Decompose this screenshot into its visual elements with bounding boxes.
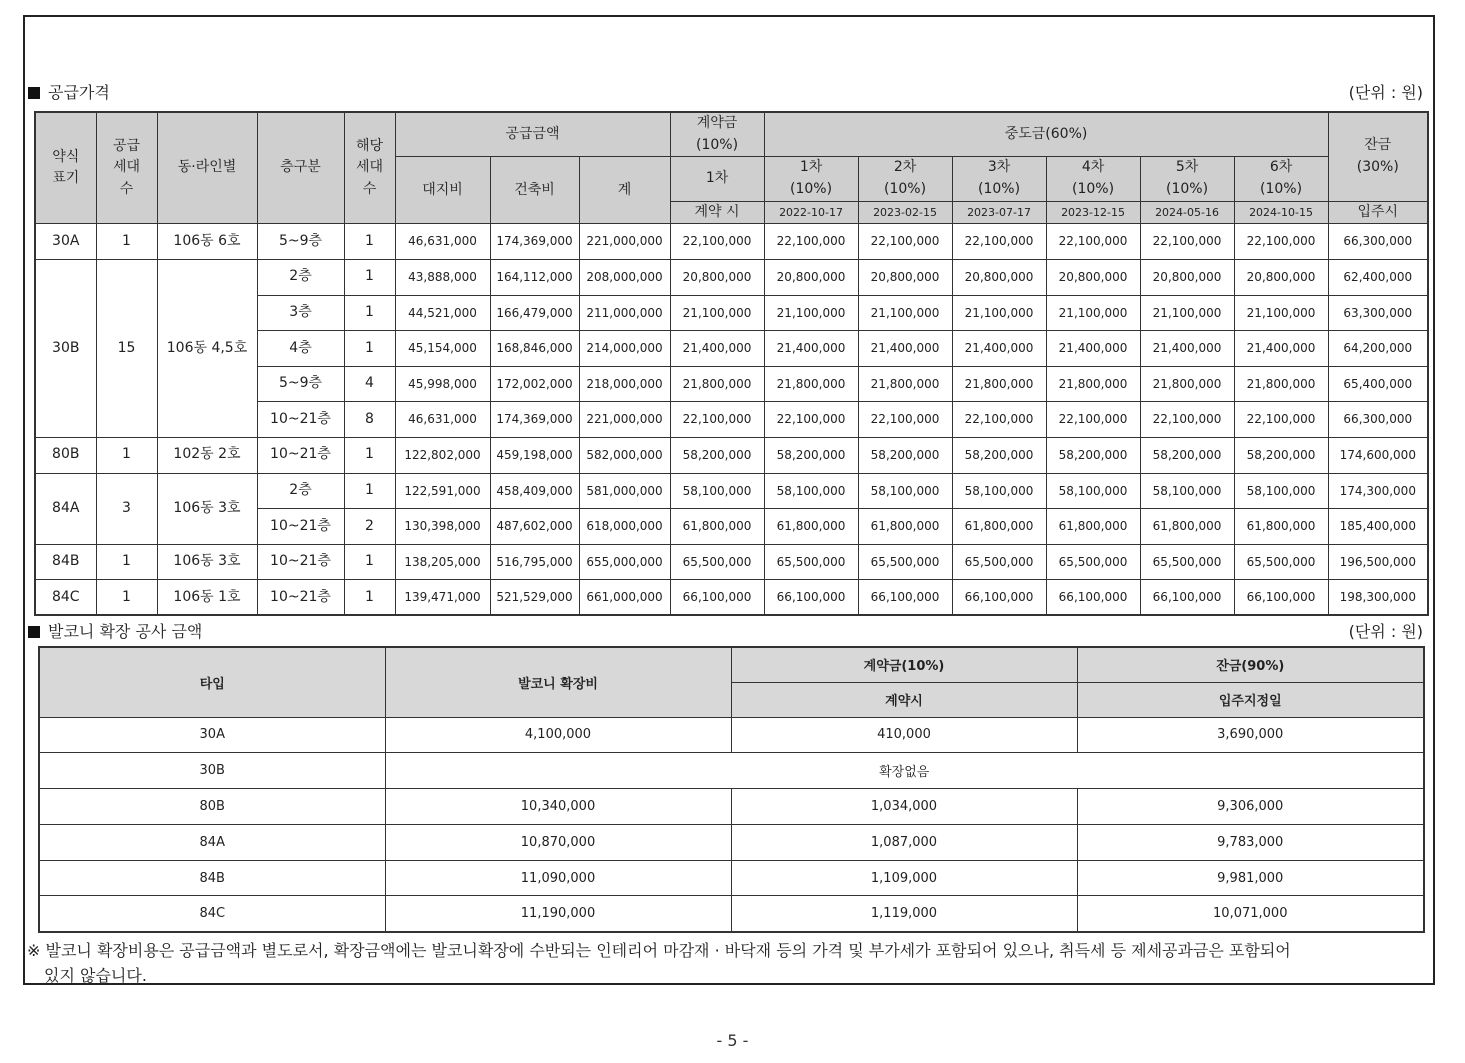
row-floor: 10~21층	[257, 509, 344, 545]
balcony-header-type: 타입	[39, 647, 385, 717]
balcony-header-balance: 잔금(90%)	[1077, 647, 1424, 682]
row-type: 30B	[35, 260, 96, 438]
header-type-abbr: 약식 표기	[35, 112, 96, 224]
table-row	[39, 789, 1424, 825]
balcony-row-balance: 9,981,000	[1077, 860, 1424, 896]
row-land: 139,471,000	[395, 580, 490, 616]
row-count: 2	[344, 509, 395, 545]
row-floor: 2층	[257, 260, 344, 296]
row-count: 4	[344, 366, 395, 402]
row-land: 45,998,000	[395, 366, 490, 402]
balcony-price-table	[38, 646, 1425, 933]
balcony-row-type: 84B	[39, 860, 385, 896]
header-balance-when: 입주시	[1328, 201, 1428, 224]
header-applicable-units: 해당 세대 수	[344, 112, 395, 224]
row-land: 130,398,000	[395, 509, 490, 545]
row-i6: 58,100,000	[1234, 473, 1328, 509]
row-i5: 65,500,000	[1140, 544, 1234, 580]
row-i5: 22,100,000	[1140, 224, 1234, 260]
supply-section-title: 공급가격	[28, 80, 110, 103]
row-total: 618,000,000	[579, 509, 670, 545]
row-count: 1	[344, 438, 395, 474]
row-floor: 10~21층	[257, 438, 344, 474]
row-total: 221,000,000	[579, 402, 670, 438]
balcony-row-type: 30B	[39, 753, 385, 789]
header-land: 대지비	[395, 157, 490, 224]
row-balance: 185,400,000	[1328, 509, 1428, 545]
table-row	[35, 473, 1428, 509]
header-interim-date-1: 2022-10-17	[764, 201, 858, 224]
balcony-row-deposit: 1,109,000	[731, 860, 1077, 896]
balcony-row-type: 84C	[39, 896, 385, 932]
row-land: 44,521,000	[395, 295, 490, 331]
row-i4: 20,800,000	[1046, 260, 1140, 296]
table-row	[39, 753, 1424, 789]
row-i1: 22,100,000	[764, 224, 858, 260]
row-i2: 22,100,000	[858, 224, 952, 260]
row-building: 516,795,000	[490, 544, 579, 580]
row-i6: 22,100,000	[1234, 224, 1328, 260]
row-units: 15	[96, 260, 157, 438]
row-building: 164,112,000	[490, 260, 579, 296]
balcony-row-balance: 9,306,000	[1077, 789, 1424, 825]
table-row	[35, 544, 1428, 580]
balcony-row-deposit: 1,119,000	[731, 896, 1077, 932]
row-units: 1	[96, 580, 157, 616]
row-land: 43,888,000	[395, 260, 490, 296]
row-i1: 65,500,000	[764, 544, 858, 580]
row-i4: 21,100,000	[1046, 295, 1140, 331]
row-count: 1	[344, 224, 395, 260]
row-i3: 21,400,000	[952, 331, 1046, 367]
row-contract: 58,200,000	[670, 438, 764, 474]
row-units: 1	[96, 544, 157, 580]
balcony-row-cost: 11,090,000	[385, 860, 731, 896]
row-total: 208,000,000	[579, 260, 670, 296]
row-i3: 21,100,000	[952, 295, 1046, 331]
row-i2: 21,800,000	[858, 366, 952, 402]
row-land: 122,591,000	[395, 473, 490, 509]
row-i4: 22,100,000	[1046, 402, 1140, 438]
row-floor: 4층	[257, 331, 344, 367]
row-i2: 22,100,000	[858, 402, 952, 438]
balcony-row-balance: 9,783,000	[1077, 824, 1424, 860]
row-i6: 66,100,000	[1234, 580, 1328, 616]
row-count: 1	[344, 544, 395, 580]
table-row	[35, 580, 1428, 616]
row-building: 166,479,000	[490, 295, 579, 331]
row-i4: 58,100,000	[1046, 473, 1140, 509]
row-i3: 58,200,000	[952, 438, 1046, 474]
row-balance: 66,300,000	[1328, 224, 1428, 260]
table-row	[35, 224, 1428, 260]
balcony-header-cost: 발코니 확장비	[385, 647, 731, 717]
table-row	[35, 260, 1428, 296]
row-i1: 21,400,000	[764, 331, 858, 367]
header-floor: 층구분	[257, 112, 344, 224]
row-i5: 58,200,000	[1140, 438, 1234, 474]
row-i2: 58,100,000	[858, 473, 952, 509]
header-interim-date-6: 2024-10-15	[1234, 201, 1328, 224]
row-i2: 21,100,000	[858, 295, 952, 331]
row-total: 582,000,000	[579, 438, 670, 474]
balcony-row-deposit: 410,000	[731, 717, 1077, 753]
balcony-row-balance: 10,071,000	[1077, 896, 1424, 932]
balcony-row-cost: 11,190,000	[385, 896, 731, 932]
balcony-header-deposit: 계약금(10%)	[731, 647, 1077, 682]
header-interim-5: 5차 (10%)	[1140, 157, 1234, 201]
balcony-row-type: 84A	[39, 824, 385, 860]
row-i4: 21,400,000	[1046, 331, 1140, 367]
note-line-1: ※ 발코니 확장비용은 공급금액과 별도로서, 확장금액에는 발코니확장에 수반되는 인테리어 마감재 · 바닥재 등의 가격 및 부가세가 포함되어 있으나, 취득세 등 제세공과금은 포함되어	[27, 941, 1291, 960]
page-number: - 5 -	[716, 1031, 749, 1050]
row-i1: 58,200,000	[764, 438, 858, 474]
row-building: 172,002,000	[490, 366, 579, 402]
row-dong: 106동 6호	[157, 224, 257, 260]
row-type: 84A	[35, 473, 96, 544]
row-i6: 65,500,000	[1234, 544, 1328, 580]
balcony-row-type: 80B	[39, 789, 385, 825]
header-contract-round: 1차	[670, 157, 764, 201]
row-floor: 2층	[257, 473, 344, 509]
balcony-table-body	[39, 717, 1424, 932]
row-i5: 21,800,000	[1140, 366, 1234, 402]
table-row	[39, 717, 1424, 753]
supply-table-header	[35, 112, 1428, 224]
row-i4: 66,100,000	[1046, 580, 1140, 616]
row-contract: 20,800,000	[670, 260, 764, 296]
row-floor: 10~21층	[257, 402, 344, 438]
row-i2: 20,800,000	[858, 260, 952, 296]
row-i6: 21,800,000	[1234, 366, 1328, 402]
row-contract: 58,100,000	[670, 473, 764, 509]
row-i2: 58,200,000	[858, 438, 952, 474]
row-contract: 22,100,000	[670, 402, 764, 438]
row-i3: 22,100,000	[952, 402, 1046, 438]
row-i6: 20,800,000	[1234, 260, 1328, 296]
header-contract: 계약금 (10%)	[670, 112, 764, 157]
row-floor: 3층	[257, 295, 344, 331]
header-interim-3: 3차 (10%)	[952, 157, 1046, 201]
row-i3: 22,100,000	[952, 224, 1046, 260]
row-i3: 66,100,000	[952, 580, 1046, 616]
row-total: 211,000,000	[579, 295, 670, 331]
row-contract: 22,100,000	[670, 224, 764, 260]
row-count: 1	[344, 260, 395, 296]
row-i4: 61,800,000	[1046, 509, 1140, 545]
note-line-2: 있지 않습니다.	[44, 966, 147, 985]
row-floor: 10~21층	[257, 580, 344, 616]
row-i6: 21,100,000	[1234, 295, 1328, 331]
row-dong: 106동 3호	[157, 473, 257, 544]
balcony-row-balance: 3,690,000	[1077, 717, 1424, 753]
row-i2: 21,400,000	[858, 331, 952, 367]
row-building: 174,369,000	[490, 402, 579, 438]
row-i5: 58,100,000	[1140, 473, 1234, 509]
row-floor: 5~9층	[257, 366, 344, 402]
row-building: 459,198,000	[490, 438, 579, 474]
row-balance: 174,300,000	[1328, 473, 1428, 509]
row-contract: 65,500,000	[670, 544, 764, 580]
table-row	[35, 438, 1428, 474]
row-count: 1	[344, 331, 395, 367]
balcony-unit-label: (단위 : 원)	[1348, 622, 1423, 641]
row-i3: 20,800,000	[952, 260, 1046, 296]
row-building: 487,602,000	[490, 509, 579, 545]
row-i4: 58,200,000	[1046, 438, 1140, 474]
row-i5: 61,800,000	[1140, 509, 1234, 545]
header-supply-units: 공급 세대 수	[96, 112, 157, 224]
header-balance: 잔금 (30%)	[1328, 112, 1428, 201]
row-i3: 65,500,000	[952, 544, 1046, 580]
row-i1: 66,100,000	[764, 580, 858, 616]
row-i1: 61,800,000	[764, 509, 858, 545]
supply-table-body	[35, 224, 1428, 616]
balcony-section-title: 발코니 확장 공사 금액	[28, 619, 202, 642]
header-interim-2: 2차 (10%)	[858, 157, 952, 201]
row-i3: 61,800,000	[952, 509, 1046, 545]
row-i5: 21,400,000	[1140, 331, 1234, 367]
row-i1: 58,100,000	[764, 473, 858, 509]
balcony-row-deposit: 1,087,000	[731, 824, 1077, 860]
row-i2: 65,500,000	[858, 544, 952, 580]
row-balance: 63,300,000	[1328, 295, 1428, 331]
row-type: 84C	[35, 580, 96, 616]
row-i2: 61,800,000	[858, 509, 952, 545]
row-total: 214,000,000	[579, 331, 670, 367]
supply-price-table	[34, 111, 1429, 616]
row-land: 46,631,000	[395, 402, 490, 438]
balcony-row-type: 30A	[39, 717, 385, 753]
row-dong: 106동 3호	[157, 544, 257, 580]
row-balance: 65,400,000	[1328, 366, 1428, 402]
row-units: 3	[96, 473, 157, 544]
row-i5: 22,100,000	[1140, 402, 1234, 438]
row-contract: 21,400,000	[670, 331, 764, 367]
row-balance: 66,300,000	[1328, 402, 1428, 438]
row-dong: 102동 2호	[157, 438, 257, 474]
row-count: 8	[344, 402, 395, 438]
balcony-row-none: 확장없음	[385, 753, 1424, 789]
row-i2: 66,100,000	[858, 580, 952, 616]
row-type: 30A	[35, 224, 96, 260]
row-i6: 22,100,000	[1234, 402, 1328, 438]
row-i1: 20,800,000	[764, 260, 858, 296]
row-land: 46,631,000	[395, 224, 490, 260]
row-i4: 65,500,000	[1046, 544, 1140, 580]
row-balance: 174,600,000	[1328, 438, 1428, 474]
row-i1: 21,100,000	[764, 295, 858, 331]
balcony-note	[27, 938, 1417, 988]
row-contract: 66,100,000	[670, 580, 764, 616]
row-land: 45,154,000	[395, 331, 490, 367]
balcony-header-balance-when: 입주지정일	[1077, 682, 1424, 717]
row-balance: 198,300,000	[1328, 580, 1428, 616]
row-balance: 62,400,000	[1328, 260, 1428, 296]
header-interim-1: 1차 (10%)	[764, 157, 858, 201]
header-building: 건축비	[490, 157, 579, 224]
header-interim-date-3: 2023-07-17	[952, 201, 1046, 224]
header-interim-date-2: 2023-02-15	[858, 201, 952, 224]
header-interim-date-5: 2024-05-16	[1140, 201, 1234, 224]
row-count: 1	[344, 580, 395, 616]
row-balance: 196,500,000	[1328, 544, 1428, 580]
balcony-row-cost: 4,100,000	[385, 717, 731, 753]
row-building: 168,846,000	[490, 331, 579, 367]
table-row	[39, 896, 1424, 932]
row-contract: 61,800,000	[670, 509, 764, 545]
row-i5: 66,100,000	[1140, 580, 1234, 616]
balcony-row-deposit: 1,034,000	[731, 789, 1077, 825]
row-i1: 22,100,000	[764, 402, 858, 438]
row-balance: 64,200,000	[1328, 331, 1428, 367]
row-contract: 21,800,000	[670, 366, 764, 402]
row-total: 581,000,000	[579, 473, 670, 509]
row-i6: 61,800,000	[1234, 509, 1328, 545]
balcony-row-cost: 10,340,000	[385, 789, 731, 825]
row-type: 80B	[35, 438, 96, 474]
row-type: 84B	[35, 544, 96, 580]
bullet-square-icon	[28, 626, 40, 638]
row-i6: 21,400,000	[1234, 331, 1328, 367]
row-i1: 21,800,000	[764, 366, 858, 402]
header-interim: 중도금(60%)	[764, 112, 1328, 157]
header-contract-when: 계약 시	[670, 201, 764, 224]
row-building: 521,529,000	[490, 580, 579, 616]
supply-unit-label: (단위 : 원)	[1348, 83, 1423, 102]
row-land: 122,802,000	[395, 438, 490, 474]
header-interim-6: 6차 (10%)	[1234, 157, 1328, 201]
row-floor: 10~21층	[257, 544, 344, 580]
header-interim-date-4: 2023-12-15	[1046, 201, 1140, 224]
header-total: 계	[579, 157, 670, 224]
balcony-header-deposit-when: 계약시	[731, 682, 1077, 717]
row-total: 661,000,000	[579, 580, 670, 616]
row-total: 218,000,000	[579, 366, 670, 402]
row-i3: 21,800,000	[952, 366, 1046, 402]
row-i5: 21,100,000	[1140, 295, 1234, 331]
row-dong: 106동 4,5호	[157, 260, 257, 438]
row-building: 174,369,000	[490, 224, 579, 260]
header-supply-amount: 공급금액	[395, 112, 670, 157]
row-total: 655,000,000	[579, 544, 670, 580]
row-count: 1	[344, 295, 395, 331]
balcony-table-header	[39, 647, 1424, 717]
balcony-row-cost: 10,870,000	[385, 824, 731, 860]
row-land: 138,205,000	[395, 544, 490, 580]
row-i4: 22,100,000	[1046, 224, 1140, 260]
row-dong: 106동 1호	[157, 580, 257, 616]
header-interim-4: 4차 (10%)	[1046, 157, 1140, 201]
row-units: 1	[96, 224, 157, 260]
row-contract: 21,100,000	[670, 295, 764, 331]
table-row	[39, 860, 1424, 896]
row-i4: 21,800,000	[1046, 366, 1140, 402]
header-dong-line: 동·라인별	[157, 112, 257, 224]
row-count: 1	[344, 473, 395, 509]
row-building: 458,409,000	[490, 473, 579, 509]
row-total: 221,000,000	[579, 224, 670, 260]
row-i5: 20,800,000	[1140, 260, 1234, 296]
row-i6: 58,200,000	[1234, 438, 1328, 474]
table-row	[39, 824, 1424, 860]
row-i3: 58,100,000	[952, 473, 1046, 509]
bullet-square-icon	[28, 87, 40, 99]
row-units: 1	[96, 438, 157, 474]
row-floor: 5~9층	[257, 224, 344, 260]
